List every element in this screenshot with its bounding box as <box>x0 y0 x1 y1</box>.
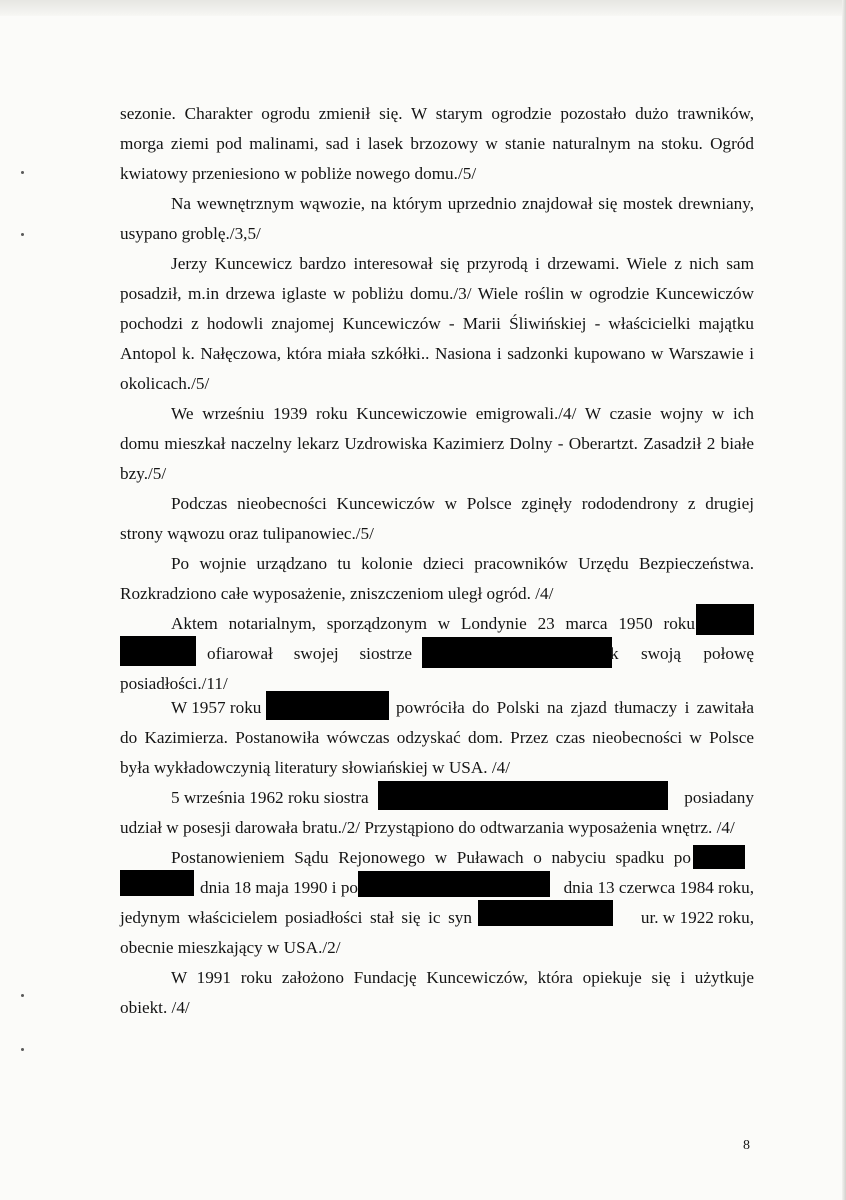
redaction-box <box>422 637 612 668</box>
text-line: bzy./5/ <box>120 464 167 483</box>
text-line: posiadłości./11/ <box>120 674 228 693</box>
text-line: k swoją połowę <box>610 644 754 663</box>
redaction-box <box>120 636 196 666</box>
text-line: dnia 18 maja 1990 i po <box>200 878 359 897</box>
text-line: powróciła do Polski na zjazd tłumaczy i zawitała <box>396 698 754 717</box>
text-line: usypano groblę./3,5/ <box>120 224 261 243</box>
text-line: obiekt. /4/ <box>120 998 190 1017</box>
text-line: Podczas nieobecności Kuncewiczów w Polsce zginęły rododendrony z drugiej <box>171 494 754 513</box>
text-line: Po wojnie urządzano tu kolonie dzieci pracowników Urzędu Bezpieczeństwa. <box>171 554 754 573</box>
text-line: morga ziemi pod malinami, sad i lasek brzozowy w stanie naturalnym na stoku. Ogród <box>120 134 754 153</box>
text-line: była wykładowczynią literatury słowiańskiej w USA. /4/ <box>120 758 510 777</box>
text-line: do Kazimierza. Postanowiła wówczas odzyskać dom. Przez czas nieobecności w Polsce <box>120 728 754 747</box>
redaction-box <box>478 900 613 926</box>
text-line: okolicach./5/ <box>120 374 210 393</box>
redaction-box <box>378 781 668 810</box>
text-line: udział w posesji darowała bratu./2/ Przystąpiono do odtwarzania wyposażenia wnętrz. /4/ <box>120 818 735 837</box>
text-line: ur. w 1922 roku, <box>640 908 754 927</box>
text-line: 5 września 1962 roku siostra <box>171 788 369 807</box>
redaction-box <box>693 845 745 869</box>
text-line: sezonie. Charakter ogrodu zmienił się. W starym ogrodzie pozostało dużo trawników, <box>120 104 754 123</box>
page-number: 8 <box>743 1138 750 1153</box>
redaction-box <box>266 691 389 720</box>
text-line: Jerzy Kuncewicz bardzo interesował się przyrodą i drzewami. Wiele z nich sam <box>171 254 754 273</box>
text-line: Aktem notarialnym, sporządzonym w Londynie 23 marca 1950 roku <box>171 614 695 633</box>
text-line: Rozkradziono całe wyposażenie, zniszczeniom uległ ogród. /4/ <box>120 584 554 603</box>
text-line: W 1991 roku założono Fundację Kuncewiczów, która opiekuje się i użytkuje <box>171 968 754 987</box>
text-line: kwiatowy przeniesiono w pobliże nowego domu./5/ <box>120 164 477 183</box>
redaction-box <box>696 604 754 635</box>
text-line: strony wąwozu oraz tulipanowiec./5/ <box>120 524 374 543</box>
text-line: domu mieszkał naczelny lekarz Uzdrowiska Kazimierz Dolny - Oberartzt. Zasadził 2 białe <box>120 434 754 453</box>
text-line: pochodzi z hodowli znajomej Kuncewiczów - Marii Śliwińskiej - właścicielki majątku <box>120 314 754 333</box>
text-line: W 1957 roku <box>171 698 262 717</box>
text-line: dnia 13 czerwca 1984 roku, <box>563 878 754 897</box>
redaction-box <box>358 871 550 897</box>
text-line: Na wewnętrznym wąwozie, na którym uprzednio znajdował się mostek drewniany, <box>171 194 754 213</box>
text-line: posadził, m.in drzewa iglaste w pobliżu domu./3/ Wiele roślin w ogrodzie Kuncewiczów <box>120 284 754 303</box>
text-line: ofiarował swojej siostrze <box>207 644 412 663</box>
text-line: Postanowieniem Sądu Rejonowego w Puławach o nabyciu spadku po <box>171 848 691 867</box>
text-line: Antopol k. Nałęczowa, która miała szkółki.. Nasiona i sadzonki kupowano w Warszawie i <box>120 344 754 363</box>
text-line: jedynym właścicielem posiadłości stał się ic syn <box>120 908 472 927</box>
text-line: We wrześniu 1939 roku Kuncewiczowie emigrowali./4/ W czasie wojny w ich <box>171 404 754 423</box>
redaction-box <box>120 870 194 896</box>
text-line: obecnie mieszkający w USA./2/ <box>120 938 341 957</box>
text-line: posiadany <box>684 788 754 807</box>
